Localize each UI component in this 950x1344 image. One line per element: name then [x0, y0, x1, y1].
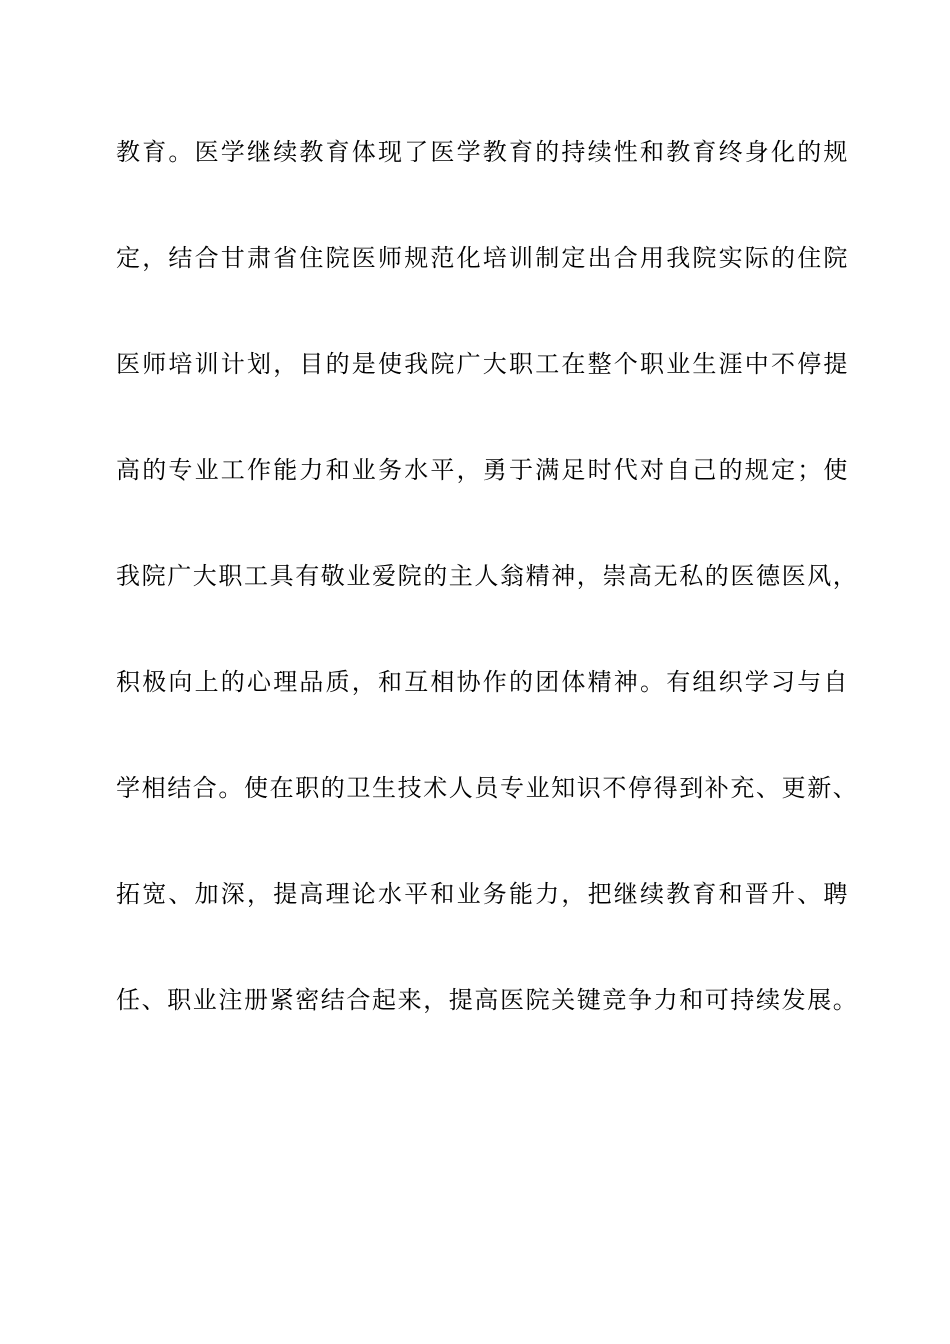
paragraph-line-8: 拓宽、加深，提高理论水平和业务能力，把继续教育和晋升、聘 [116, 880, 850, 908]
paragraph-line-7: 学相结合。使在职的卫生技术人员专业知识不停得到补充、更新、 [116, 774, 859, 802]
paragraph-line-5: 我院广大职工具有敬业爱院的主人翁精神，崇高无私的医德医风， [116, 562, 859, 590]
paragraph-line-1: 教育。医学继续教育体现了医学教育的持续性和教育终身化的规 [116, 138, 850, 166]
paragraph-line-6: 积极向上的心理品质，和互相协作的团体精神。有组织学习与自 [116, 668, 850, 696]
paragraph-line-4: 高的专业工作能力和业务水平，勇于满足时代对自己的规定；使 [116, 456, 850, 484]
paragraph-line-2: 定，结合甘肃省住院医师规范化培训制定出合用我院实际的住院 [116, 244, 850, 272]
paragraph-line-9: 任、职业注册紧密结合起来，提高医院关键竞争力和可持续发展。 [116, 986, 859, 1014]
paragraph-line-3: 医师培训计划，目的是使我院广大职工在整个职业生涯中不停提 [116, 350, 850, 378]
body-paragraph [116, 130, 859, 1084]
